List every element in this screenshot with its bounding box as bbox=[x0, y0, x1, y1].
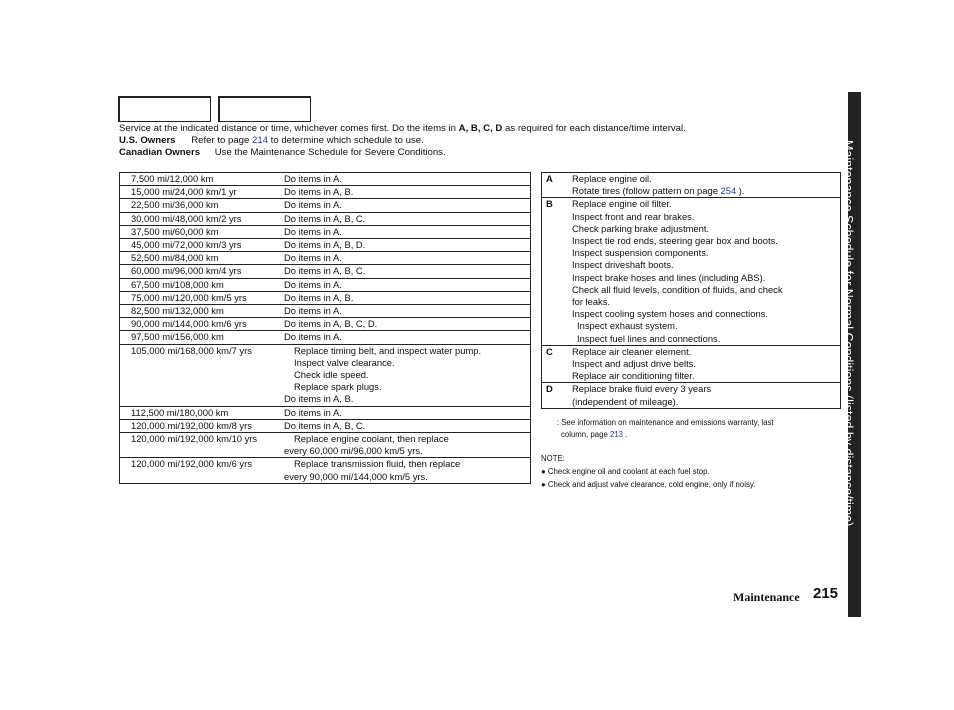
action-line: Replace engine coolant, then replace bbox=[294, 433, 449, 445]
action-line: Do items in A, B, C. bbox=[284, 419, 366, 431]
action-line: Do items in A, B, C. bbox=[284, 212, 366, 224]
distance-cell: 120,000 mi/192,000 km/8 yrs bbox=[131, 419, 252, 431]
action-line: Do items in A. bbox=[284, 252, 342, 264]
distance-cell: 90,000 mi/144,000 km/6 yrs bbox=[131, 318, 247, 330]
action-line: Replace timing belt, and inspect water pump. bbox=[294, 344, 482, 356]
item-group-list bbox=[572, 346, 840, 383]
table-row bbox=[120, 419, 530, 432]
action-line: Do items in A, B, D. bbox=[284, 239, 366, 251]
table-row bbox=[120, 406, 530, 419]
page-number: 215 bbox=[813, 585, 839, 602]
intro-bold: A, B, C, D bbox=[458, 123, 503, 134]
action-line: Replace transmission fluid, then replace bbox=[294, 458, 461, 470]
action-cell bbox=[284, 345, 530, 406]
canadian-owners-label: Canadian Owners bbox=[119, 147, 201, 158]
item-group-row bbox=[542, 197, 840, 344]
action-cell bbox=[284, 407, 530, 419]
table-row bbox=[120, 317, 530, 330]
distance-cell: 37,500 mi/60,000 km bbox=[131, 225, 219, 237]
action-cell bbox=[284, 458, 530, 482]
item-line: Replace brake fluid every 3 years bbox=[572, 383, 712, 395]
action-cell bbox=[284, 331, 530, 343]
action-cell bbox=[284, 420, 530, 432]
action-line: Do items in A. bbox=[284, 199, 342, 211]
action-cell bbox=[284, 252, 530, 264]
us-owners-label: U.S. Owners bbox=[119, 135, 176, 146]
table-row bbox=[120, 344, 530, 406]
item-line: Inspect suspension components. bbox=[572, 247, 709, 259]
distance-cell: 82,500 mi/132,000 km bbox=[131, 305, 224, 317]
item-line: (independent of mileage). bbox=[572, 395, 679, 407]
page-link-213[interactable]: 213 bbox=[609, 430, 623, 439]
page-link-254[interactable]: 254 bbox=[720, 185, 737, 197]
table-row bbox=[120, 173, 530, 185]
distance-cell: 105,000 mi/168,000 km/7 yrs bbox=[131, 344, 252, 356]
item-line bbox=[572, 185, 840, 197]
item-group-key: A bbox=[546, 173, 553, 184]
table-row bbox=[120, 291, 530, 304]
note-bullet-text: Check engine oil and coolant at each fuel stop. bbox=[547, 467, 710, 476]
us-owners-text: Refer to page bbox=[191, 135, 252, 146]
item-line-text: Rotate tires (follow pattern on page bbox=[572, 185, 721, 197]
item-group-list bbox=[572, 383, 840, 407]
action-cell bbox=[284, 265, 530, 277]
action-cell bbox=[284, 199, 530, 211]
table-row bbox=[120, 238, 530, 251]
table-row bbox=[120, 264, 530, 277]
action-cell bbox=[284, 186, 530, 198]
distance-cell: 60,000 mi/96,000 km/4 yrs bbox=[131, 265, 242, 277]
intro-text-end: as required for each distance/time interval. bbox=[502, 123, 686, 134]
footer-section-label: Maintenance bbox=[733, 590, 800, 604]
action-line: Do items in A, B. bbox=[284, 291, 354, 303]
item-group-key: B bbox=[546, 198, 553, 210]
items-table bbox=[541, 172, 841, 409]
footnote-line1: : See information on maintenance and emissions warranty, last bbox=[557, 418, 774, 427]
action-line: Do items in A. bbox=[284, 305, 342, 317]
action-cell bbox=[284, 279, 530, 291]
table-row bbox=[120, 185, 530, 198]
table-row bbox=[120, 225, 530, 238]
header-box-left bbox=[118, 96, 211, 122]
item-line: Replace engine oil filter. bbox=[572, 198, 672, 210]
action-cell bbox=[284, 239, 530, 251]
item-line: Inspect brake hoses and lines (including ABS). bbox=[572, 271, 766, 283]
distance-cell: 22,500 mi/36,000 km bbox=[131, 199, 219, 211]
table-row bbox=[120, 432, 530, 457]
item-line: Inspect tie rod ends, steering gear box and boots. bbox=[572, 235, 778, 247]
distance-cell: 112,500 mi/180,000 km bbox=[131, 406, 229, 418]
note-bullet-2: ● Check and adjust valve clearance, cold engine, only if noisy. bbox=[541, 480, 756, 489]
item-group-list bbox=[572, 198, 840, 344]
note-label: NOTE: bbox=[541, 454, 565, 463]
table-row bbox=[120, 278, 530, 291]
action-line: Do items in A. bbox=[284, 278, 342, 290]
item-line: for leaks. bbox=[572, 296, 611, 308]
schedule-table bbox=[119, 172, 531, 484]
item-line-text: ). bbox=[736, 185, 745, 197]
distance-cell: 52,500 mi/84,000 km bbox=[131, 252, 219, 264]
distance-cell: 30,000 mi/48,000 km/2 yrs bbox=[131, 212, 242, 224]
action-cell bbox=[284, 318, 530, 330]
canadian-owners-text: Use the Maintenance Schedule for Severe Conditions. bbox=[214, 147, 446, 158]
item-line: Inspect and adjust drive belts. bbox=[572, 358, 697, 370]
distance-cell: 67,500 mi/108,000 km bbox=[131, 278, 224, 290]
item-group-row bbox=[542, 345, 840, 383]
item-line: Inspect fuel lines and connections. bbox=[577, 332, 721, 344]
action-line: Do items in A, B. bbox=[284, 393, 354, 405]
table-row bbox=[120, 330, 530, 343]
distance-cell: 15,000 mi/24,000 km/1 yr bbox=[131, 186, 237, 198]
distance-cell: 97,500 mi/156,000 km bbox=[131, 331, 224, 343]
action-line: Do items in A, B. bbox=[284, 186, 354, 198]
item-line: Replace air conditioning filter. bbox=[572, 370, 695, 382]
canadian-owners-line bbox=[119, 147, 446, 159]
action-line: Inspect valve clearance. bbox=[294, 356, 395, 368]
action-line: every 60,000 mi/96,000 km/5 yrs. bbox=[284, 445, 423, 457]
header-box-right bbox=[218, 96, 311, 122]
item-line: Replace engine oil. bbox=[572, 173, 652, 184]
action-line: every 90,000 mi/144,000 km/5 yrs. bbox=[284, 470, 428, 482]
note-bullet-1: ● Check engine oil and coolant at each fuel stop. bbox=[541, 467, 710, 476]
distance-cell: 120,000 mi/192,000 km/10 yrs bbox=[131, 433, 258, 445]
action-line: Do items in A, B, C. bbox=[284, 265, 366, 277]
item-line: Inspect front and rear brakes. bbox=[572, 210, 695, 222]
note bbox=[541, 453, 755, 491]
item-line: Check parking brake adjustment. bbox=[572, 222, 710, 234]
us-owners-text-end: to determine which schedule to use. bbox=[268, 135, 424, 146]
footnote bbox=[557, 417, 774, 441]
footnote-text-end: . bbox=[623, 430, 628, 439]
distance-cell: 120,000 mi/192,000 km/6 yrs bbox=[131, 458, 252, 470]
item-group-key: D bbox=[546, 383, 553, 395]
item-group-list bbox=[572, 173, 840, 197]
table-row bbox=[120, 457, 530, 482]
action-cell bbox=[284, 305, 530, 317]
action-line: Do items in A. bbox=[284, 173, 342, 184]
table-row bbox=[120, 251, 530, 264]
table-row bbox=[120, 212, 530, 225]
item-line: Check all fluid levels, condition of fluids, and check bbox=[572, 283, 783, 295]
action-cell bbox=[284, 433, 530, 457]
item-line: Replace air cleaner element. bbox=[572, 345, 692, 357]
sidebar-title: Maintenance Schedule for Normal Conditions (listed by distance/time) bbox=[841, 140, 855, 527]
table-row bbox=[120, 198, 530, 211]
item-line: Inspect exhaust system. bbox=[577, 320, 678, 332]
page-link-214[interactable]: 214 bbox=[252, 135, 269, 146]
us-owners-line bbox=[119, 135, 424, 147]
item-line: Inspect cooling system hoses and connections. bbox=[572, 308, 768, 320]
table-row bbox=[120, 304, 530, 317]
distance-cell: 7,500 mi/12,000 km bbox=[131, 173, 214, 184]
intro-line bbox=[119, 123, 686, 135]
action-line: Replace spark plugs. bbox=[294, 381, 382, 393]
action-line: Do items in A. bbox=[284, 225, 342, 237]
action-cell bbox=[284, 226, 530, 238]
action-line: Do items in A, B, C, D. bbox=[284, 318, 378, 330]
distance-cell: 45,000 mi/72,000 km/3 yrs bbox=[131, 239, 242, 251]
action-line: Check idle speed. bbox=[294, 369, 369, 381]
item-line: Inspect driveshaft boots. bbox=[572, 259, 674, 271]
action-cell bbox=[284, 213, 530, 225]
action-line: Do items in A. bbox=[284, 406, 342, 418]
action-cell bbox=[284, 292, 530, 304]
note-bullet-text: Check and adjust valve clearance, cold engine, only if noisy. bbox=[547, 480, 756, 489]
action-cell bbox=[284, 173, 530, 185]
item-group-row bbox=[542, 382, 840, 407]
distance-cell: 75,000 mi/120,000 km/5 yrs bbox=[131, 291, 247, 303]
item-group-row bbox=[542, 173, 840, 197]
action-line: Do items in A. bbox=[284, 331, 342, 343]
footnote-line2 bbox=[557, 429, 774, 441]
intro-text: Service at the indicated distance or time, whichever comes first. Do the items in bbox=[119, 123, 459, 134]
footnote-text: column, page bbox=[561, 430, 610, 439]
item-group-key: C bbox=[546, 345, 553, 357]
